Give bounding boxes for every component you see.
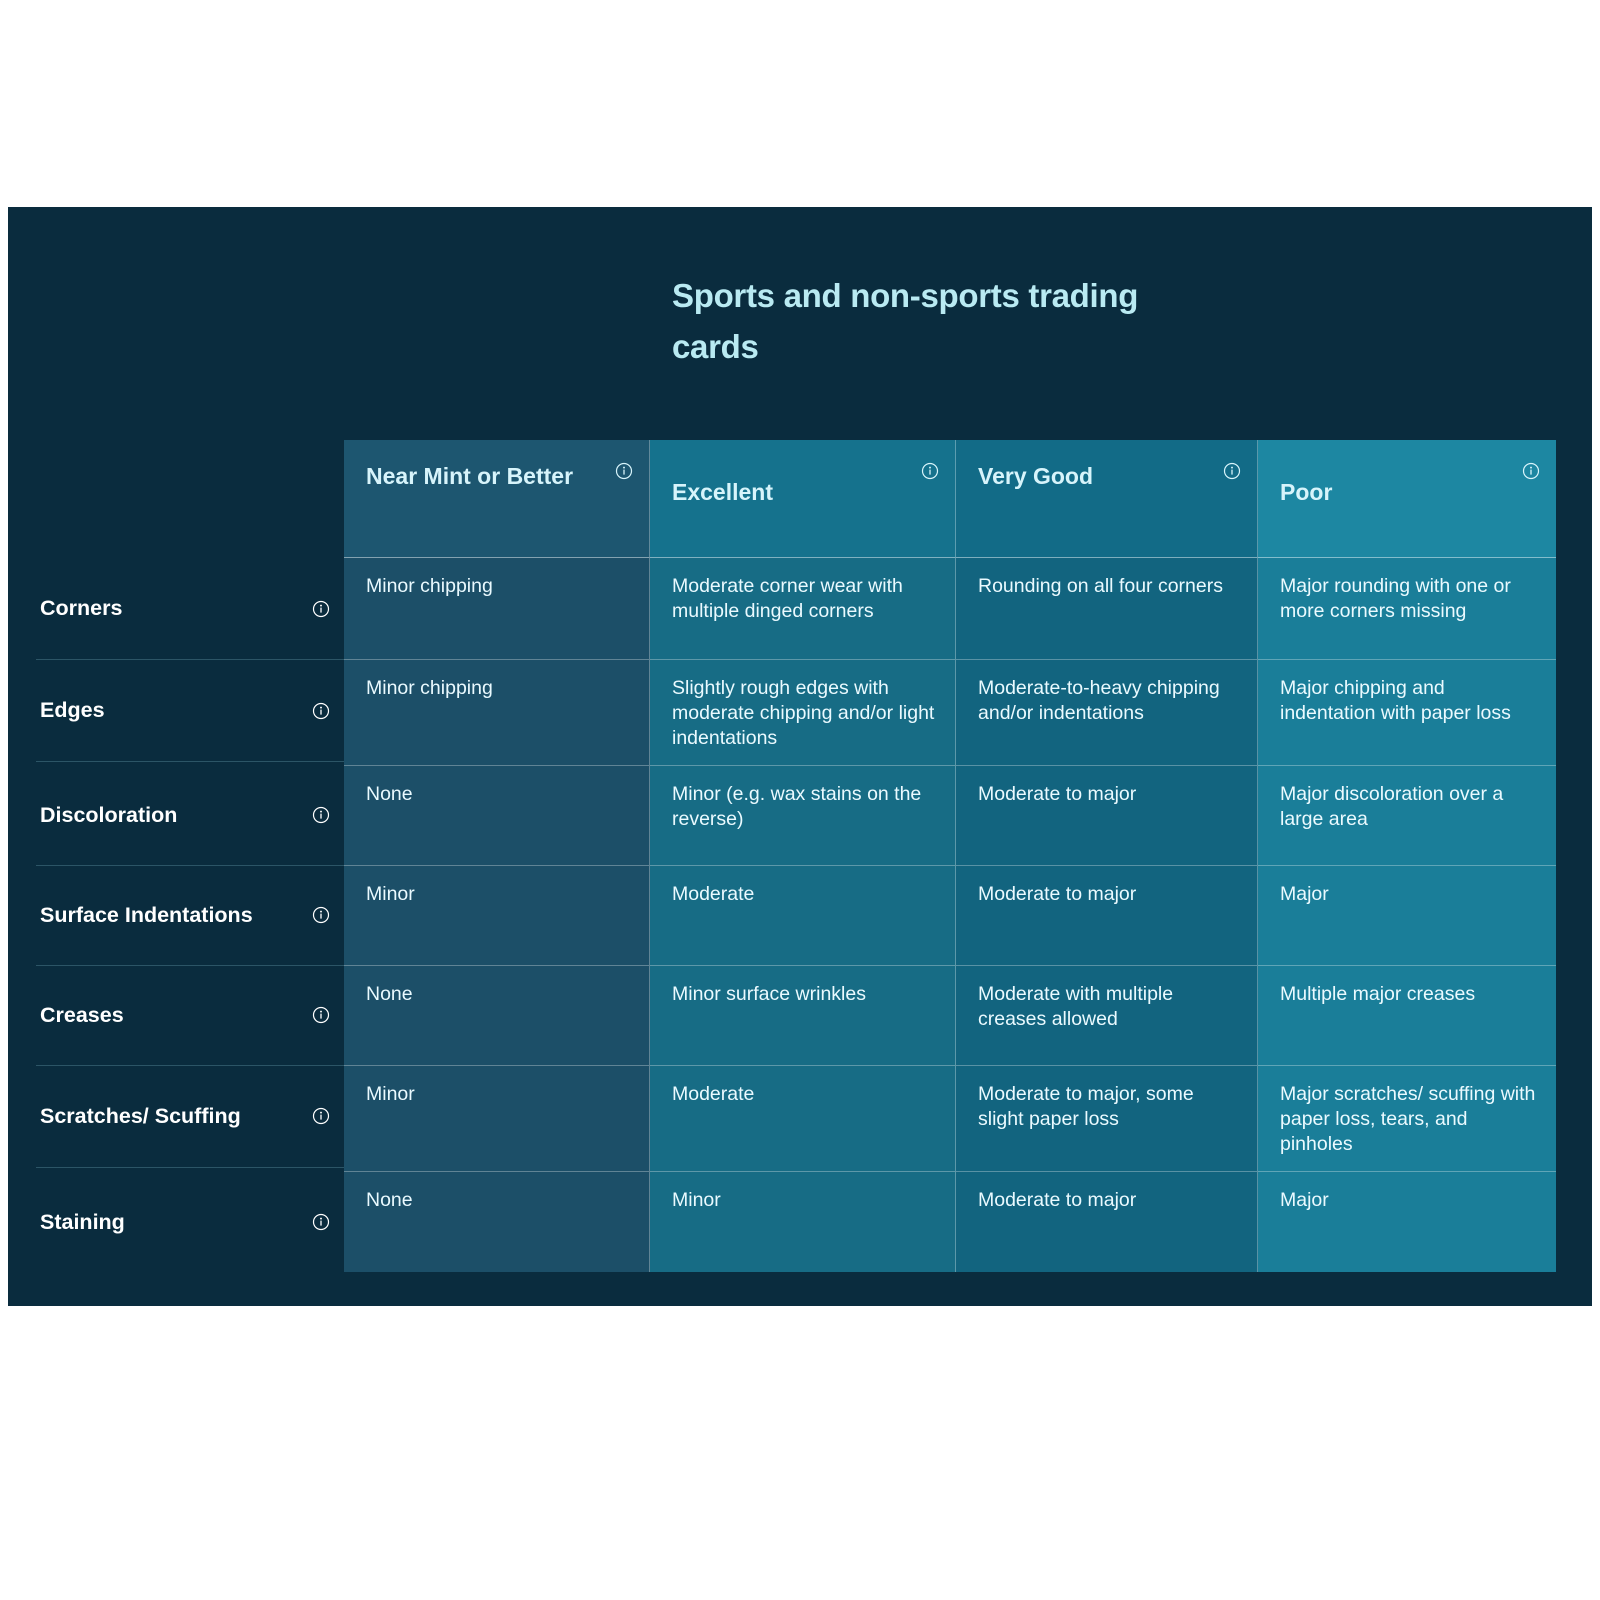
table-cell: Minor chipping	[344, 558, 650, 660]
table-cell: None	[344, 966, 650, 1066]
row-header-label: Staining	[40, 1209, 125, 1234]
row-header-label: Corners	[40, 596, 123, 621]
table-cell: Moderate	[650, 1066, 956, 1172]
table-row	[36, 766, 1556, 866]
table-cell: Major chipping and indentation with paper loss	[1258, 660, 1556, 766]
table-row	[36, 1172, 1556, 1272]
info-icon[interactable]	[312, 806, 330, 824]
column-header-very-good[interactable]	[956, 440, 1258, 558]
page-title: Sports and non-sports trading cards	[672, 277, 1139, 366]
row-header-label: Discoloration	[40, 803, 178, 828]
table-row	[36, 866, 1556, 966]
table-cell: Minor	[650, 1172, 956, 1272]
table-header-row	[36, 440, 1556, 558]
table-cell: Moderate to major	[956, 866, 1258, 966]
row-header-creases[interactable]	[36, 966, 344, 1066]
table-row	[36, 1066, 1556, 1172]
row-header-label: Edges	[40, 698, 105, 723]
table-cell: None	[344, 1172, 650, 1272]
info-icon[interactable]	[615, 462, 633, 480]
table-cell: Moderate-to-heavy chipping and/or indentations	[956, 660, 1258, 766]
info-icon[interactable]	[312, 906, 330, 924]
table-cell: Slightly rough edges with moderate chipping and/or light indentations	[650, 660, 956, 766]
table-cell: Major discoloration over a large area	[1258, 766, 1556, 866]
info-icon[interactable]	[312, 1006, 330, 1024]
table-cell: Minor	[344, 866, 650, 966]
table-cell: Major	[1258, 1172, 1556, 1272]
info-icon[interactable]	[312, 600, 330, 618]
row-header-staining[interactable]	[36, 1172, 344, 1272]
table-cell: Moderate to major	[956, 766, 1258, 866]
info-icon[interactable]	[312, 1107, 330, 1125]
table-cell: Major	[1258, 866, 1556, 966]
row-header-edges[interactable]	[36, 660, 344, 762]
column-header-poor[interactable]	[1258, 440, 1556, 558]
table-cell: None	[344, 766, 650, 866]
table-cell: Moderate to major, some slight paper loss	[956, 1066, 1258, 1172]
table-cell: Moderate corner wear with multiple dinged corners	[650, 558, 956, 660]
table-row	[36, 558, 1556, 660]
table-cell: Moderate to major	[956, 1172, 1258, 1272]
column-header-label: Very Good	[978, 463, 1094, 489]
table-cell: Moderate	[650, 866, 956, 966]
table-cell: Major scratches/ scuffing with paper loss, tears, and pinholes	[1258, 1066, 1556, 1172]
info-icon[interactable]	[312, 702, 330, 720]
table-cell: Minor	[344, 1066, 650, 1172]
info-icon[interactable]	[1223, 462, 1241, 480]
condition-table	[36, 440, 1556, 1272]
table-cell: Rounding on all four corners	[956, 558, 1258, 660]
table-row	[36, 660, 1556, 766]
column-header-near-mint[interactable]	[344, 440, 650, 558]
table-corner-blank	[36, 440, 344, 558]
table-row	[36, 966, 1556, 1066]
info-icon[interactable]	[1522, 462, 1540, 480]
table-cell: Minor chipping	[344, 660, 650, 766]
row-header-surface-indentations[interactable]	[36, 866, 344, 966]
info-icon[interactable]	[312, 1213, 330, 1231]
row-header-label: Creases	[40, 1003, 124, 1028]
table-cell: Multiple major creases	[1258, 966, 1556, 1066]
info-icon[interactable]	[921, 462, 939, 480]
row-header-label: Scratches/ Scuffing	[40, 1104, 241, 1129]
table-cell: Moderate with multiple creases allowed	[956, 966, 1258, 1066]
column-header-excellent[interactable]	[650, 440, 956, 558]
row-header-discoloration[interactable]	[36, 766, 344, 866]
column-header-label: Near Mint or Better	[366, 463, 574, 489]
table-cell: Minor surface wrinkles	[650, 966, 956, 1066]
table-cell: Major rounding with one or more corners missing	[1258, 558, 1556, 660]
row-header-corners[interactable]	[36, 558, 344, 660]
column-header-label: Poor	[1280, 479, 1333, 505]
row-header-scratches-scuffing[interactable]	[36, 1066, 344, 1168]
column-header-label: Excellent	[672, 479, 773, 505]
table-cell: Minor (e.g. wax stains on the reverse)	[650, 766, 956, 866]
row-header-label: Surface Indentations	[40, 903, 253, 928]
